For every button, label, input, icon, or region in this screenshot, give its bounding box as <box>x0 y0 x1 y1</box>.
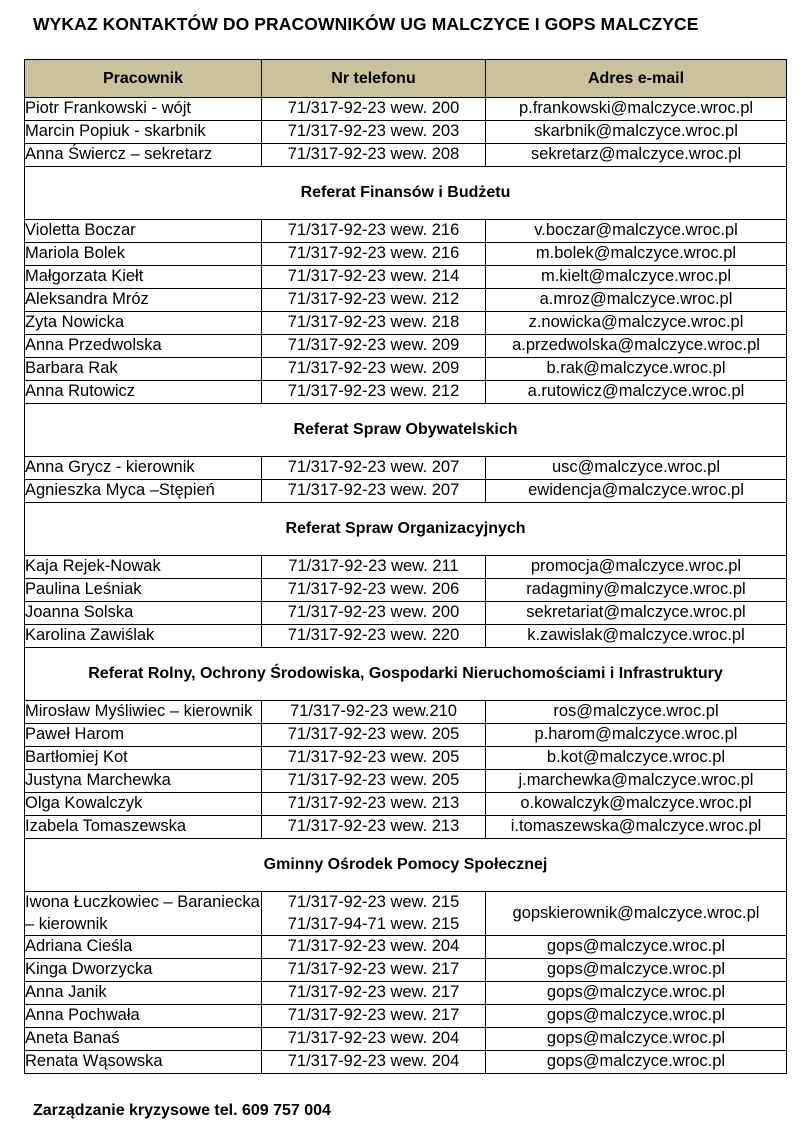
employee-name: Karolina Zawiślak <box>25 625 262 648</box>
employee-name: Małgorzata Kiełt <box>25 266 262 289</box>
employee-name: Mirosław Myśliwiec – kierownik <box>25 701 262 724</box>
table-row <box>25 358 787 381</box>
employee-name: Anna Rutowicz <box>25 381 262 404</box>
table-row <box>25 556 787 579</box>
employee-name: Aneta Banaś <box>25 1028 262 1051</box>
email-address: ros@malczyce.wroc.pl <box>486 701 787 724</box>
table-row <box>25 266 787 289</box>
phone-number: 71/317-92-23 wew. 218 <box>262 312 486 335</box>
phone-number: 71/317-92-23 wew. 214 <box>262 266 486 289</box>
phone-number-line: 71/317-94-71 wew. 215 <box>287 914 460 933</box>
employee-name: Paweł Harom <box>25 724 262 747</box>
crisis-management-phone: Zarządzanie kryzysowe tel. 609 757 004 <box>33 1102 331 1119</box>
table-row <box>25 381 787 404</box>
email-address: sekretariat@malczyce.wroc.pl <box>486 602 787 625</box>
email-address: v.boczar@malczyce.wroc.pl <box>486 220 787 243</box>
phone-number: 71/317-92-23 wew. 217 <box>262 1005 486 1028</box>
phone-number: 71/317-92-23 wew. 205 <box>262 747 486 770</box>
employee-name: Piotr Frankowski - wójt <box>25 98 262 121</box>
employee-name: Olga Kowalczyk <box>25 793 262 816</box>
table-row <box>25 335 787 358</box>
email-address: m.kielt@malczyce.wroc.pl <box>486 266 787 289</box>
phone-number: 71/317-92-23 wew. 205 <box>262 770 486 793</box>
email-address: gops@malczyce.wroc.pl <box>486 1051 787 1074</box>
table-row <box>25 747 787 770</box>
section-row <box>25 839 787 892</box>
phone-number: 71/317-92-23 wew. 212 <box>262 381 486 404</box>
table-row <box>25 892 787 936</box>
email-address: a.przedwolska@malczyce.wroc.pl <box>486 335 787 358</box>
email-address: a.rutowicz@malczyce.wroc.pl <box>486 381 787 404</box>
phone-number: 71/317-92-23 wew. 204 <box>262 1051 486 1074</box>
table-row <box>25 220 787 243</box>
phone-number: 71/317-92-23 wew. 200 <box>262 602 486 625</box>
email-address: i.tomaszewska@malczyce.wroc.pl <box>486 816 787 839</box>
employee-name: Anna Pochwała <box>25 1005 262 1028</box>
employee-name: Iwona Łuczkowiec – Baraniecka – kierownik <box>25 892 262 936</box>
phone-number: 71/317-92-23 wew. 217 <box>262 982 486 1005</box>
phone-number: 71/317-92-23 wew. 204 <box>262 936 486 959</box>
table-row <box>25 602 787 625</box>
section-row <box>25 648 787 701</box>
table-row <box>25 936 787 959</box>
email-address: skarbnik@malczyce.wroc.pl <box>486 121 787 144</box>
table-row <box>25 579 787 602</box>
email-address: usc@malczyce.wroc.pl <box>486 457 787 480</box>
email-address: ewidencja@malczyce.wroc.pl <box>486 480 787 503</box>
employee-name: Joanna Solska <box>25 602 262 625</box>
phone-number: 71/317-92-23 wew. 220 <box>262 625 486 648</box>
email-address: gops@malczyce.wroc.pl <box>486 1005 787 1028</box>
table-row <box>25 625 787 648</box>
table-row <box>25 457 787 480</box>
phone-number: 71/317-92-23 wew. 205 <box>262 724 486 747</box>
table-row <box>25 959 787 982</box>
phone-number: 71/317-92-23 wew. 213 <box>262 793 486 816</box>
employee-name: Renata Wąsowska <box>25 1051 262 1074</box>
email-address: gops@malczyce.wroc.pl <box>486 982 787 1005</box>
phone-number: 71/317-92-23 wew.210 <box>262 701 486 724</box>
page-title: WYKAZ KONTAKTÓW DO PRACOWNIKÓW UG MALCZYCE I GOPS MALCZYCE <box>33 14 699 34</box>
section-title: Referat Spraw Obywatelskich <box>25 404 787 457</box>
employee-name: Anna Janik <box>25 982 262 1005</box>
email-address: k.zawislak@malczyce.wroc.pl <box>486 625 787 648</box>
phone-number: 71/317-92-23 wew. 206 <box>262 579 486 602</box>
email-address: gops@malczyce.wroc.pl <box>486 1028 787 1051</box>
email-address: gopskierownik@malczyce.wroc.pl <box>486 892 787 936</box>
employee-name: Izabela Tomaszewska <box>25 816 262 839</box>
phone-number: 71/317-92-23 wew. 209 <box>262 335 486 358</box>
contacts-table <box>24 59 787 1074</box>
section-row <box>25 404 787 457</box>
phone-number: 71/317-92-23 wew. 211 <box>262 556 486 579</box>
phone-number-line: 71/317-92-23 wew. 215 <box>287 893 460 911</box>
phone-number: 71/317-92-23 wew. 209 <box>262 358 486 381</box>
phone-number: 71/317-92-23 wew. 200 <box>262 98 486 121</box>
table-row <box>25 1005 787 1028</box>
table-row <box>25 982 787 1005</box>
section-title: Referat Finansów i Budżetu <box>25 167 787 220</box>
phone-number: 71/317-92-23 wew. 217 <box>262 959 486 982</box>
employee-name: Violetta Boczar <box>25 220 262 243</box>
phone-number: 71/317-92-23 wew. 213 <box>262 816 486 839</box>
email-address: z.nowicka@malczyce.wroc.pl <box>486 312 787 335</box>
phone-number: 71/317-92-23 wew. 207 <box>262 457 486 480</box>
email-address: sekretarz@malczyce.wroc.pl <box>486 144 787 167</box>
table-row <box>25 770 787 793</box>
email-address: p.harom@malczyce.wroc.pl <box>486 724 787 747</box>
phone-number: 71/317-92-23 wew. 207 <box>262 480 486 503</box>
table-row <box>25 312 787 335</box>
header-email: Adres e-mail <box>486 60 787 98</box>
table-row <box>25 144 787 167</box>
section-title: Referat Rolny, Ochrony Środowiska, Gospodarki Nieruchomościami i Infrastruktury <box>25 648 787 701</box>
employee-name: Anna Świercz – sekretarz <box>25 144 262 167</box>
employee-name: Barbara Rak <box>25 358 262 381</box>
section-row <box>25 167 787 220</box>
email-address: radagminy@malczyce.wroc.pl <box>486 579 787 602</box>
phone-number: 71/317-92-23 wew. 212 <box>262 289 486 312</box>
employee-name: Anna Przedwolska <box>25 335 262 358</box>
employee-name: Mariola Bolek <box>25 243 262 266</box>
email-address: b.kot@malczyce.wroc.pl <box>486 747 787 770</box>
table-row <box>25 289 787 312</box>
email-address: b.rak@malczyce.wroc.pl <box>486 358 787 381</box>
email-address: a.mroz@malczyce.wroc.pl <box>486 289 787 312</box>
table-row <box>25 243 787 266</box>
employee-name: Justyna Marchewka <box>25 770 262 793</box>
table-row <box>25 1051 787 1074</box>
employee-name: Paulina Leśniak <box>25 579 262 602</box>
table-row <box>25 724 787 747</box>
phone-number: 71/317-92-23 wew. 216 <box>262 220 486 243</box>
employee-name: Kaja Rejek-Nowak <box>25 556 262 579</box>
email-address: gops@malczyce.wroc.pl <box>486 936 787 959</box>
table-row <box>25 701 787 724</box>
employee-name: Anna Grycz - kierownik <box>25 457 262 480</box>
employee-name: Aleksandra Mróz <box>25 289 262 312</box>
header-phone: Nr telefonu <box>262 60 486 98</box>
email-address: j.marchewka@malczyce.wroc.pl <box>486 770 787 793</box>
phone-number: 71/317-92-23 wew. 204 <box>262 1028 486 1051</box>
table-header-row <box>25 60 787 98</box>
email-address: m.bolek@malczyce.wroc.pl <box>486 243 787 266</box>
table-row <box>25 816 787 839</box>
email-address: gops@malczyce.wroc.pl <box>486 959 787 982</box>
table-row <box>25 98 787 121</box>
table-row <box>25 793 787 816</box>
section-row <box>25 503 787 556</box>
table-row <box>25 121 787 144</box>
header-name: Pracownik <box>25 60 262 98</box>
section-title: Referat Spraw Organizacyjnych <box>25 503 787 556</box>
phone-number: 71/317-92-23 wew. 208 <box>262 144 486 167</box>
employee-name: Zyta Nowicka <box>25 312 262 335</box>
employee-name: Marcin Popiuk - skarbnik <box>25 121 262 144</box>
employee-name: Kinga Dworzycka <box>25 959 262 982</box>
table-row <box>25 480 787 503</box>
phone-number: 71/317-92-23 wew. 216 <box>262 243 486 266</box>
table-row <box>25 1028 787 1051</box>
employee-name: Adriana Cieśla <box>25 936 262 959</box>
email-address: promocja@malczyce.wroc.pl <box>486 556 787 579</box>
email-address: p.frankowski@malczyce.wroc.pl <box>486 98 787 121</box>
phone-number: 71/317-92-23 wew. 203 <box>262 121 486 144</box>
phone-number <box>262 892 486 936</box>
section-title: Gminny Ośrodek Pomocy Społecznej <box>25 839 787 892</box>
email-address: o.kowalczyk@malczyce.wroc.pl <box>486 793 787 816</box>
employee-name: Agnieszka Myca –Stępień <box>25 480 262 503</box>
employee-name: Bartłomiej Kot <box>25 747 262 770</box>
